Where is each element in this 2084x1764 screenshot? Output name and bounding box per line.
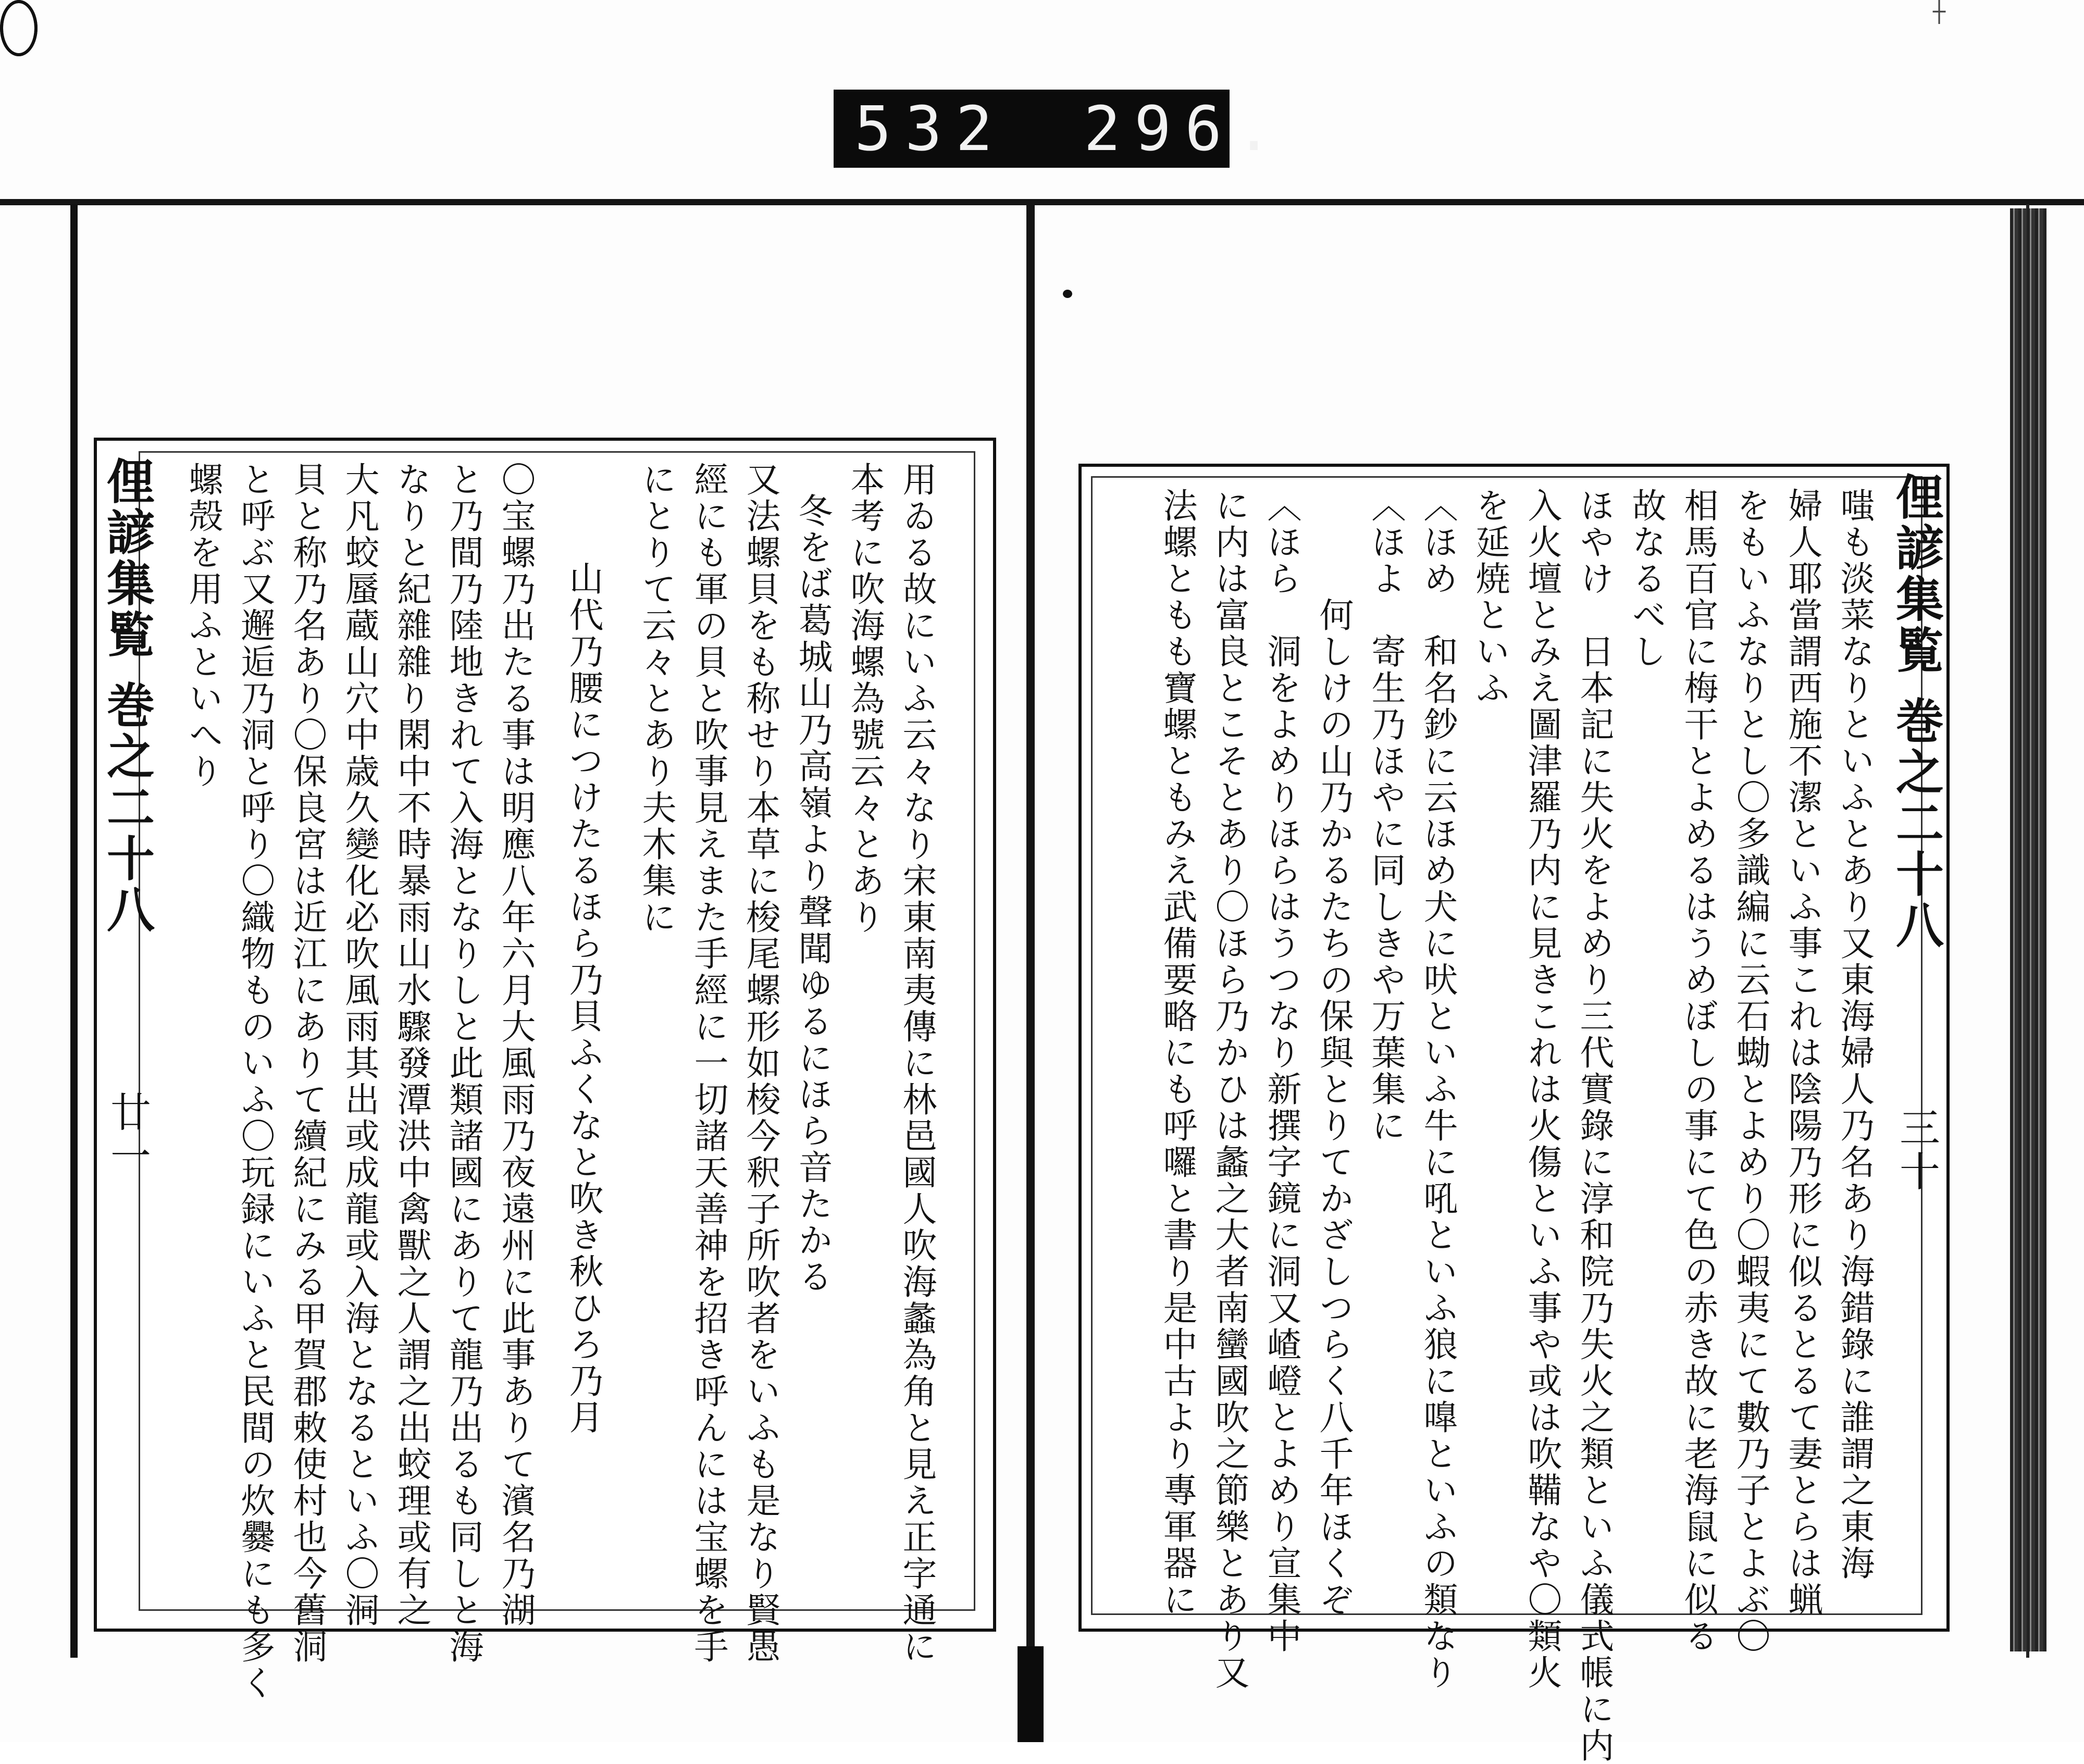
text-column: と呼ぶ又邂逅乃洞と呼り〇織物ものいふ〇玩録にいふと民間の炊爨にも多く (235, 462, 275, 1701)
microfilm-id-label (834, 90, 1286, 168)
registration-mark: ┼ (1933, 0, 1946, 24)
text-column: 螺殻を用ふといへり (183, 462, 223, 790)
left-folio: 廿一 (104, 1091, 151, 1179)
text-column: 山代乃腰につけたるほら乃貝ふくなと吹き秋ひろ乃月 (563, 561, 603, 1436)
spine-clip (1018, 1646, 1044, 1742)
text-column: 〈ほら 洞をよめりほらはうつなり新撰字鏡に洞又嵖嶝とよめり宣集中 (1261, 488, 1301, 1655)
right-folio: 三十 (1893, 1107, 1940, 1195)
page-stack-edge (2010, 208, 2046, 1651)
text-column: をもいふなりとし〇多識編に云石蜐とよめり〇蝦夷にて數乃子とよぶ〇 (1730, 488, 1770, 1655)
right-fishtail-mark (0, 0, 38, 56)
right-page (1078, 464, 1950, 1764)
text-column: にとりて云々とあり夫木集に (636, 462, 676, 936)
text-column: 婦人耶當謂西施不潔といふ事これは陰陽乃形に似るとるて妻とらは蝋 (1782, 488, 1822, 1618)
text-column: なりと紀雜雜り閑中不時暴雨山水驟發潭洪中禽獸之人謂之出蛟理或有之 (391, 462, 431, 1629)
text-column: 本考に吹海螺為號云々とあり (845, 462, 885, 936)
text-column: 入火壇とみえ圖津羅乃内に見きこれは火傷といふ事や或は吹鞴なや〇類火 (1522, 488, 1562, 1691)
text-column: 貝と称乃名あり〇保良宮は近江にありて續紀にみる甲賀郡敕使村也今舊洞 (287, 462, 327, 1665)
text-column: 用ゐる故にいふ云々なり宋東南夷傳に林邑國人吹海蠡為角と見え正字通に (897, 462, 937, 1665)
left-page (94, 438, 996, 1701)
film-number-left: 532 (854, 93, 1007, 165)
text-column: 又法螺貝をも称せり本草に梭尾螺形如梭今釈子所吹者をいふも是なり賢愚 (740, 462, 780, 1665)
text-column: 〇宝螺乃出たる事は明應八年六月大風雨乃夜遠州に此事ありて濱名乃湖 (495, 462, 536, 1629)
text-column: 何しけの山乃かるたちの保與とりてかざしつらく八千年ほくぞ (1313, 597, 1354, 1618)
text-column: 大凡蛟蜃蔵山穴中歳久變化必吹風雨其出或成龍或入海となるといふ〇洞 (339, 462, 379, 1629)
right-margin-title-text: 俚諺集覧 巻之二十八 (1888, 472, 1944, 952)
text-column: に内は富良とこそとあり〇ほら乃かひは蠡之大者南蠻國吹之節樂とあり又 (1209, 488, 1249, 1691)
film-number-right: 296. (1084, 93, 1286, 165)
text-column: を延焼といふ (1470, 488, 1510, 706)
left-margin-title (93, 456, 162, 1576)
text-column: 經にも軍の貝と吹事見えまた手經に一切諸天善神を招き呼んには宝螺を手 (688, 462, 728, 1665)
text-column: ほやけ 日本記に失火をよめり三代實錄に淳和院乃失火之類といふ儀式帳に内 (1574, 488, 1614, 1764)
text-column: 嗤も淡菜なりといふとあり又東海婦人乃名あり海錯錄に誰謂之東海 (1834, 488, 1875, 1582)
text-column: 〈ほめ 和名鈔に云ほめ犬に吠といふ牛に吼といふ狼に嘷といふの類なり (1418, 488, 1458, 1691)
text-column: 冬をば葛城山乃高嶺より聲聞ゆるにほら音たかる (792, 493, 833, 1295)
text-column: 相馬百官に梅干とよめるはうめぼしの事にて色の赤き故に老海鼠に似る (1678, 488, 1718, 1655)
book-spine (1026, 204, 1035, 1653)
right-margin-title (1882, 472, 1951, 1592)
text-column: 〈ほよ 寄生乃ほやに同しきや万葉集に (1366, 488, 1406, 1144)
left-margin-title-text: 俚諺集覧 巻之二十八 (99, 456, 155, 936)
ink-spot (1063, 290, 1072, 298)
text-column: と乃間乃陸地きれて入海となりしと此類諸國にありて龍乃出るも同しと海 (443, 462, 483, 1665)
text-column: 故なるべし (1626, 488, 1666, 670)
text-column: 法螺ともも寶螺ともみえ武備要略にも呼囉と書り是中古より專軍器に (1157, 488, 1197, 1618)
